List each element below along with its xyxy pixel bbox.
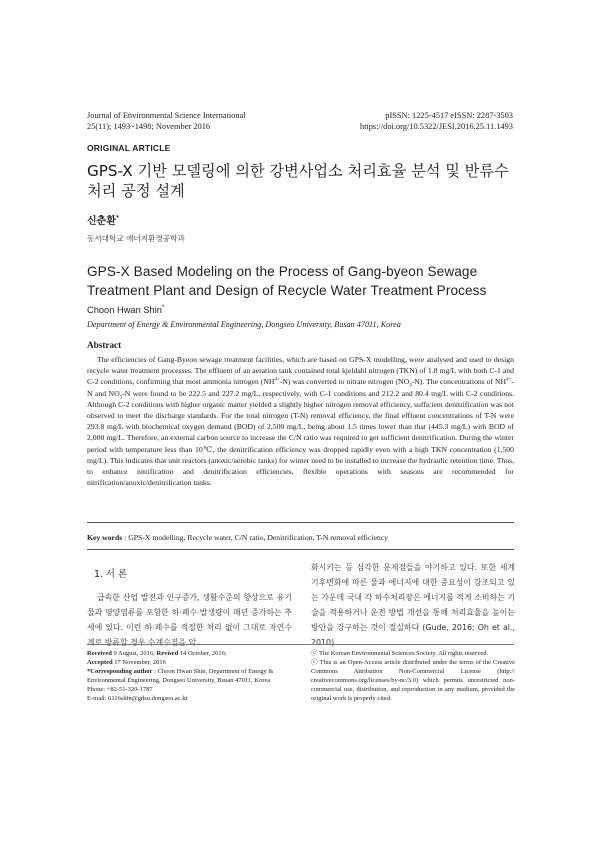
corresponding-mark: *: [115, 214, 120, 222]
accepted-line: Accepted 17 November, 2016: [87, 658, 166, 666]
body-column-right: [311, 560, 515, 650]
author-english-name: Choon Hwan Shin: [87, 305, 162, 316]
intro-paragraph-left: 급속한 산업 발전과 인구증가, 생활수준의 향상으로 유기물과 영양염류를 포함한 하·폐수 발생량이 매년 증가하는 추세에 있다. 이런 하·폐수를 적절한 처리 없이 그대로 자연수계로 방류할 경우 수계수질을 악: [87, 593, 292, 647]
body-column-left: [87, 590, 292, 650]
footnote-article-info: [87, 650, 292, 703]
journal-header-left: [87, 110, 246, 132]
article-type: ORIGINAL ARTICLE: [87, 143, 171, 153]
phone-line: Phone: +82-51-320-1787: [87, 685, 153, 693]
abstract-body: The efficiencies of Gang-Byeon sewage treatment facilities, which are based on GPS-X modelling, were analysed and used to design recycle water treatment processes. The effluent of an aeration tank contained total kjeldahl nitrogen (TKN) of 1.8 mg/L with both C-1 and C-2 conditions, confirming that most ammonia nitrogen $(NH^{4+}-N)$ was converted to nitrate nitrogen $(NO_3-N)$. The concentrations of $NH^{4+}-N$ and $NO_3-N$ were found to be 222.5 and 227.2 mg/L, respectively, with C-1 conditions and 212.2 and 80.4 mg/L with C-2 conditions. Although C-2 conditions with higher organic matter yielded a slightly higher nitrogen removal efficiency, sufficient denitrification was not observed to meet the discharge standards. For the total nitrogen (T-N) removal efficiency, the final effluent concentrations of T-N were 293.8 mg/L with biochemical oxygen demand (BOD) of 2,500 mg/L, being about 1.5 times lower than that (445.3 mg/L) with BOD of 2,000 mg/L. Therefore, an external carbon source to increase the C/N ratio was required to get sufficient denitrification. During the winter period with temperature less than 10℃, the denitrification efficiency was dropped rapidly even with a high TKN concentration (1,500 mg/L). This indicates that unit reactors (anoxic/aerobic tanks) for winter need to be installed to increase the hydraulic retention time. Thus, to enhance nitrification and denitrification efficiencies, flexible operations with seasons are recommended for nitrification/anoxic/denitrification tanks.: [87, 355, 514, 488]
footnote-license: [311, 650, 515, 703]
divider-bottom: [87, 549, 514, 550]
title-english: GPS-X Based Modeling on the Process of Gang-byeon Sewage Treatment Plant and Design of Recycle Water Treatment Process: [87, 264, 487, 298]
journal-name: Journal of Environmental Science International: [87, 111, 246, 120]
corresponding-author-line: *Corresponding author : Choon Hwan Shin, Department of Energy & Environmental Engineering, Dongseo University, Busan 47011, Korea: [87, 667, 274, 684]
keywords-text: : GPS-X modelling, Recycle water, C/N ratio, Denitrification, T-N removal efficiency: [122, 533, 388, 542]
journal-header-right: [360, 110, 513, 132]
author-english: [87, 305, 164, 315]
journal-citation: 25(11); 1493~1498; November 2016: [87, 122, 211, 131]
keywords-label: Key words: [87, 533, 123, 542]
abstract-heading: Abstract: [87, 340, 122, 350]
journal-doi[interactable]: https://doi.org/10.5322/JESI.2016.25.11.1493: [359, 122, 513, 131]
title-korean: GPS-X 기반 모델링에 의한 강변사업소 처리효율 분석 및 반류수 처리 공정 설계: [87, 162, 509, 200]
copyright-line: ⓒ The Korean Environmental Sciences Society. All rights reserved.: [311, 650, 489, 657]
affiliation-english: Department of Energy & Environmental Engineering, Dongseo University, Busan 47011, Korea: [87, 320, 401, 329]
intro-paragraph-right: 화시키는 등 심각한 문제점들을 야기하고 있다. 또한 세계 기후변화에 따른 물과 에너지에 대한 중요성이 강조되고 있는 가운데 국내 각 하수처리장은 에너지를 적게 소비하는 기술을 적용하거나 운전 방법 개선을 통해 처리효율을 높이는 방안을 강구하는 것이 절실하다 (Gude, 2016; Oh et al., 2010).: [311, 563, 515, 647]
divider-top: [87, 522, 514, 523]
license-text: ⓒ This is an Open-Access article distributed under the terms of the Creative Commons Attribution Non-Commercial License (http:// creativecommons.org/licenses/by-nc/3.0) which permits unrestricted non-commercial use, distribution, and reproduction in any medium, provided the original work is properly cited.: [311, 658, 515, 702]
section-heading-introduction: 1. 서 론: [94, 569, 128, 580]
journal-issn: pISSN: 1225-4517 eISSN: 2287-3503: [385, 111, 513, 120]
dates-line: Received 9 August, 2016; Revised 14 October, 2016;: [87, 650, 227, 657]
author-korean: [87, 212, 119, 227]
corresponding-mark: *: [161, 305, 165, 311]
keywords: [87, 532, 514, 543]
author-korean-name: 신춘환: [87, 216, 116, 227]
email-line[interactable]: E-mail: 6116shin@gdsu.dongseo.ac.kr: [87, 694, 188, 702]
affiliation-korean: 동서대학교 에너지환경공학과: [87, 234, 185, 243]
footnote-divider: [87, 644, 514, 645]
